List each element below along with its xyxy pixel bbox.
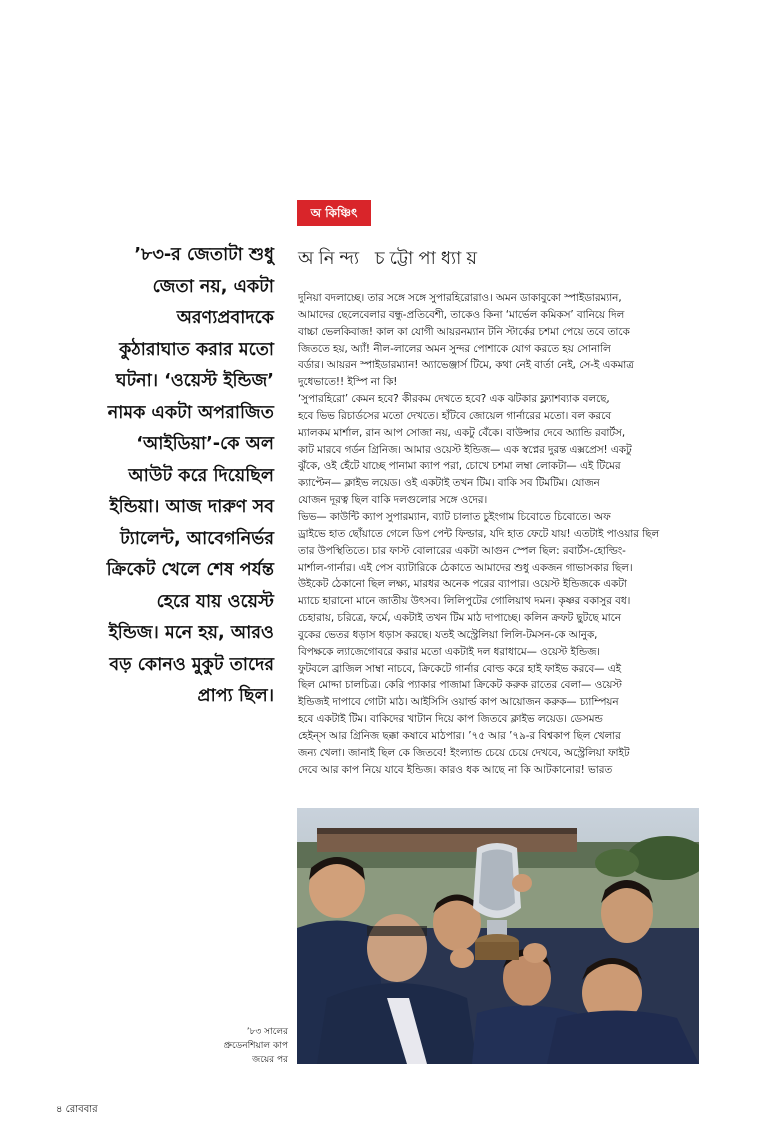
team-trophy-photo bbox=[297, 808, 699, 1064]
section-tag: অ কিঞ্চিৎ bbox=[297, 200, 371, 226]
team-trophy-illustration bbox=[297, 808, 699, 1064]
article-line: দেবে আর কাপ নিয়ে যাবে ইন্ডিজ। কারও ধক আছে না কি আটকানোর! ভারত bbox=[298, 763, 613, 776]
pull-quote-line: নামক একটা অপরাজিত bbox=[107, 402, 274, 423]
pull-quote bbox=[100, 240, 274, 713]
article-line: যোজন দূরত্ব ছিল বাকি দলগুলোর সঙ্গে ওদের। bbox=[298, 494, 488, 507]
pull-quote-line: ইন্ডিজ। মনে হয়, আরও bbox=[108, 623, 274, 643]
article-line: ফুটবলে ব্রাজিল সাম্বা নাচবে, ক্রিকেটে গার্নার বোল্ড করে হাই ফাইভ করবে— এই bbox=[298, 662, 621, 675]
article-line: ভিভ— কাউন্টি ক্যাপ সুপারম্যান, ব্যাট চালাত চুইংগাম চিবোতে চিবোতে। অফ bbox=[298, 510, 611, 523]
article-line: হবে একটাই টিম। বাকিদের খাটান দিয়ে কাপ জিতবে ক্লাইভ লয়েড। ডেসমন্ড bbox=[298, 713, 603, 726]
article-line: ম্যালকম মার্শাল, রান আপ সোজা নয়, একটু বেঁকে। বাউন্সার দেবে অ্যান্ডি রবার্টস, bbox=[298, 426, 626, 439]
pull-quote-line: ট্যালেন্ট, আবেগনির্ভর bbox=[120, 528, 274, 549]
article-line: হেইন্‌স আর গ্রিনিজ ছক্কা কষাবে মাঠপার। ’৭৫ আর ’৭৯-র বিশ্বকাপ ছিল খেলার bbox=[298, 729, 621, 742]
pull-quote-line: ইন্ডিয়া। আজ দারুণ সব bbox=[109, 497, 274, 517]
pull-quote-line: ’৮৩-র জেতাটা শুধু bbox=[134, 245, 274, 265]
pull-quote-line: ক্রিকেট খেলে শেষ পর্যন্ত bbox=[106, 560, 274, 580]
article-line: চেহারায়, চরিত্রে, ফর্মে, একটাই তখন টিম মাঠ দাপাচ্ছে। কলিন ক্রফট ছুটছে মানে bbox=[298, 612, 621, 625]
article-line: আমাদের ছেলেবেলার বন্ধু-প্রতিবেশী, তাকেও কিনা ‘মার্ভেল কমিকস’ বানিয়ে দিল bbox=[298, 308, 625, 321]
author-byline: অনিন্দ্য চট্টোপাধ্যায় bbox=[298, 248, 482, 269]
article-line: বুকের ভেতর ধড়াস ধড়াস করছে। যতই অস্ট্রেলিয়া লিলি-টমসন-কে আনুক, bbox=[298, 628, 598, 641]
pull-quote-line: বড় কোনও মুকুট তাদের bbox=[109, 654, 274, 675]
article-line: কাট মারবে গর্ডন গ্রিনিজ। আমার ওয়েস্ট ইন্ডিজ— এক স্বপ্নের দুরন্ত এক্সপ্রেস! একটু bbox=[298, 443, 632, 456]
article-line: জন্য খেলা। জানাই ছিল কে জিতবে! ইংল্যান্ড চেয়ে চেয়ে দেখবে, অস্ট্রেলিয়া ফাইট bbox=[298, 746, 630, 759]
page-folio: ৪ রোববার bbox=[56, 1104, 98, 1115]
caption-line: জয়ের পর bbox=[252, 1055, 288, 1065]
article-line: ছিল মোদ্দা চালচিত্র। কেরি প্যাকার পাজামা ক্রিকেট করুক রাতের বেলা— ওয়েস্ট bbox=[298, 679, 622, 692]
article-line: ইন্ডিজই দাপাবে গোটা মাঠ। আইসিসি ওয়ার্ল্ড কাপ আয়োজন করুক— চ্যাম্পিয়ন bbox=[298, 696, 619, 709]
pull-quote-line: আউট করে দিয়েছিল bbox=[128, 465, 274, 486]
pull-quote-line: হেরে যায় ওয়েস্ট bbox=[156, 591, 274, 612]
pull-quote-line: ‘আইডিয়া’-কে অল bbox=[136, 434, 274, 454]
pull-quote-line: অরণ্যপ্রবাদকে bbox=[176, 308, 274, 328]
article-line: ড্রাইভে হাত ছোঁয়াতে গেলে ডিপ পেন্ট ফিল্ডার, যদি হাত ফেটে যায়! এতটাই পাওয়ার ছিল bbox=[298, 527, 660, 540]
pull-quote-line: জেতা নয়, একটা bbox=[152, 276, 274, 297]
caption-line: প্রুডেনশিয়াল কাপ bbox=[223, 1041, 288, 1051]
article-line: ঝুঁকে, ওই হেঁটে যাচ্ছে পানামা ক্যাপ পরা, চোখে চশমা লম্বা লোকটা— এই টিমের bbox=[298, 460, 621, 473]
article-line: ম্যাচে হারানো মানে জাতীয় উৎসব। লিলিপুটের গোলিয়াথ দমন। কৃষ্ণর বকাসুর বধ। bbox=[298, 595, 631, 608]
article-line: বর্ডার। আয়রন স্পাইডারম্যান! অ্যাভেঞ্জার্স টিমে, কথা নেই বার্তা নেই, সে-ই একমাত্র bbox=[298, 359, 634, 372]
article-body bbox=[298, 290, 700, 778]
article-line: তার উপস্থিতিতে। চার ফাস্ট বোলারের একটা আগুন স্পেল ছিল: রবার্টস-হোল্ডিং- bbox=[298, 544, 626, 557]
article-line: ক্যাপ্টেন— ক্লাইভ লয়েড। ওই একটাই তখন টিম। বাকি সব টিমটিম। যোজন bbox=[298, 477, 600, 490]
pull-quote-line: কুঠারাঘাত করার মতো bbox=[119, 339, 274, 360]
caption-line: ’৮৩ সালের bbox=[246, 1027, 288, 1037]
article-line: জিততে হয়, অ্যাঁ! নীল-লালের অমন সুন্দর পোশাকে যোগ করতে হয় সোনালি bbox=[298, 342, 611, 355]
photo-caption bbox=[196, 1025, 288, 1067]
article-line: হবে ভিভ রিচার্ডসের মতো দেখতে। হাঁটবে জোয়েল গার্নারের মতো। বল করবে bbox=[298, 409, 611, 422]
article-line: ‘সুপারহিরো’ কেমন হবে? কীরকম দেখতে হবে? এক ঝটকার ফ্ল্যাশব্যাক বলছে, bbox=[298, 393, 610, 406]
article-line: দুধেভাতে!! ইস্পি না কি! bbox=[298, 376, 398, 389]
pull-quote-line: ঘটনা। ‘ওয়েস্ট ইন্ডিজ’ bbox=[115, 371, 274, 391]
article-line: বিপক্ষকে ল্যাজেগোবরে করার মতো একটাই দল ধরাধামে— ওয়েস্ট ইন্ডিজ। bbox=[298, 645, 600, 658]
pull-quote-line: প্রাপ্য ছিল। bbox=[197, 686, 274, 706]
article-line: বাচ্চা ভেলকিবাজ! কাল কা যোগী আয়রনম্যান টনি স্টার্কের চশমা পেয়ে তবে তাকে bbox=[298, 325, 630, 338]
article-line: দুনিয়া বদলাচ্ছে। তার সঙ্গে সঙ্গে সুপারহিরোরাও। অমন ডাকাবুকো স্পাইডারম্যান, bbox=[298, 292, 622, 304]
article-line: মার্শাল-গার্নার। এই পেস ব্যাটারিকে ঠেকাতে আমাদের শুধু একজন গাভাসকার ছিল। bbox=[298, 561, 633, 574]
article-line: উইকেট ঠেকানো ছিল লক্ষ্য, মারধর অনেক পরের ব্যাপার। ওয়েস্ট ইন্ডিজকে একটা bbox=[298, 578, 627, 591]
